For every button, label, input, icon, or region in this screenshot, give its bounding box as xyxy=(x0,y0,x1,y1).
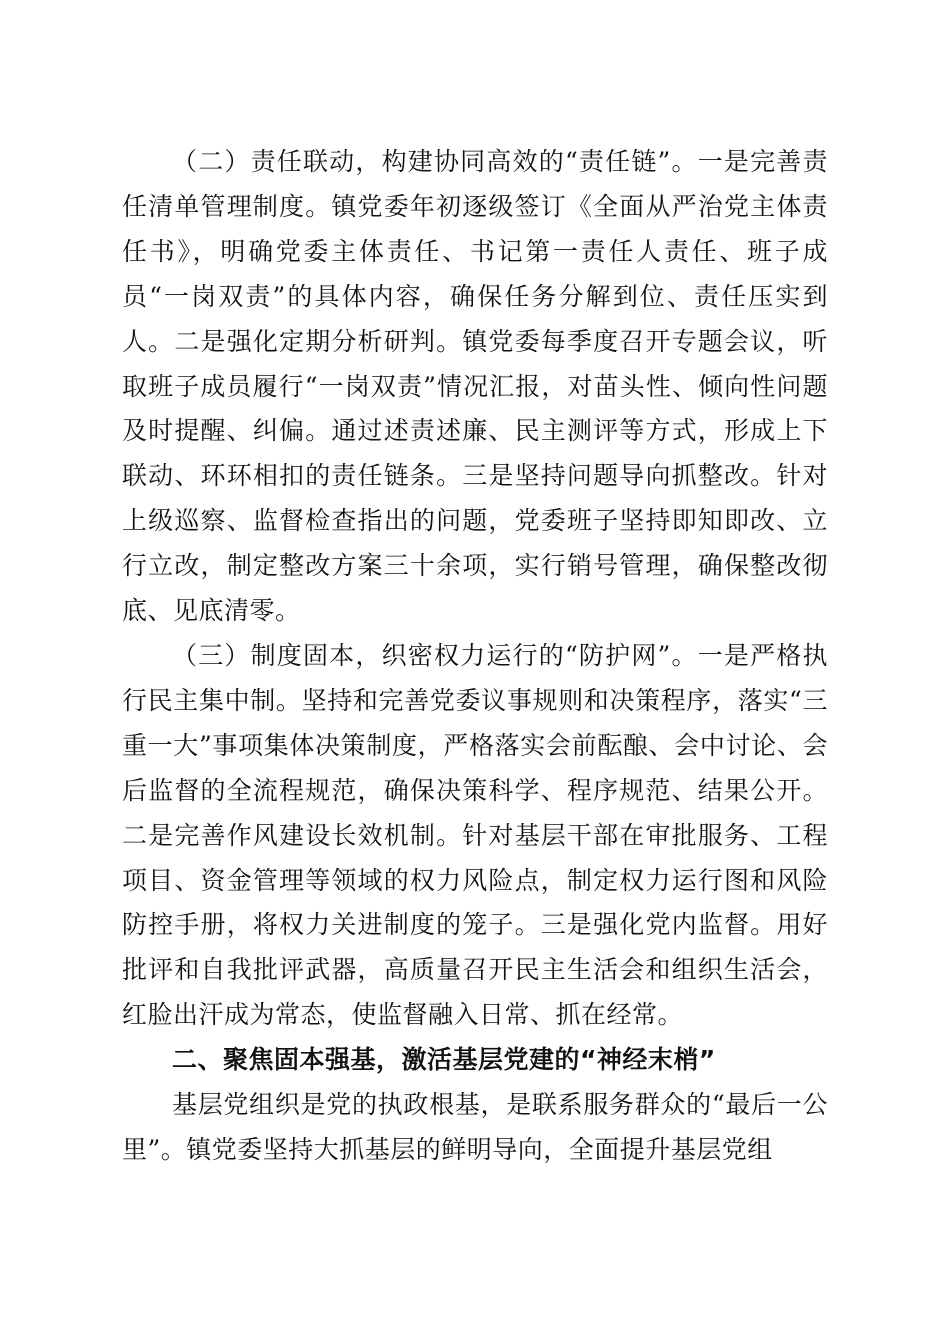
paragraph-body: 一是严格执行民主集中制。坚持和完善党委议事规则和决策程序，落实“三重一大”事项集体决策制度，严格落实会前酝酿、会中讨论、会后监督的全流程规范，确保决策科学、程序规范、结果公开。二是完善作风建设长效机制。针对基层干部在审批服务、工程项目、资金管理等领域的权力风险点，制定权力运行图和风险防控手册，将权力关进制度的笼子。三是强化党内监督。用好批评和自我批评武器，高质量召开民主生活会和组织生活会，红脸出汗成为常态，使监督融入日常、抓在经常。 xyxy=(122,640,828,1030)
paragraph-protection-net xyxy=(122,634,828,1038)
paragraph-heading: （二）责任联动，构建协同高效的“责任链”。 xyxy=(172,147,698,176)
paragraph-responsibility-chain xyxy=(122,140,828,634)
paragraph-body: 一是完善责任清单管理制度。镇党委年初逐级签订《全面从严治党主体责任书》，明确党委主体责任、书记第一责任人责任、班子成员“一岗双责”的具体内容，确保任务分解到位、责任压实到人。二是强化定期分析研判。镇党委每季度召开专题会议，听取班子成员履行“一岗双责”情况汇报，对苗头性、倾向性问题及时提醒、纠偏。通过述责述廉、民主测评等方式，形成上下联动、环环相扣的责任链条。三是坚持问题导向抓整改。针对上级巡察、监督检查指出的问题，党委班子坚持即知即改、立行立改，制定整改方案三十余项，实行销号管理，确保整改彻底、见底清零。 xyxy=(122,147,828,626)
paragraph-body: 基层党组织是党的执政根基，是联系服务群众的“最后一公里”。镇党委坚持大抓基层的鲜明导向，全面提升基层党组 xyxy=(122,1090,828,1164)
paragraph-heading: （三）制度固本，织密权力运行的“防护网”。 xyxy=(172,640,698,670)
document-content xyxy=(122,140,828,1173)
section-heading: 二、聚焦固本强基，激活基层党建的“神经末梢” xyxy=(172,1045,716,1075)
paragraph-grassroots xyxy=(122,1083,828,1173)
